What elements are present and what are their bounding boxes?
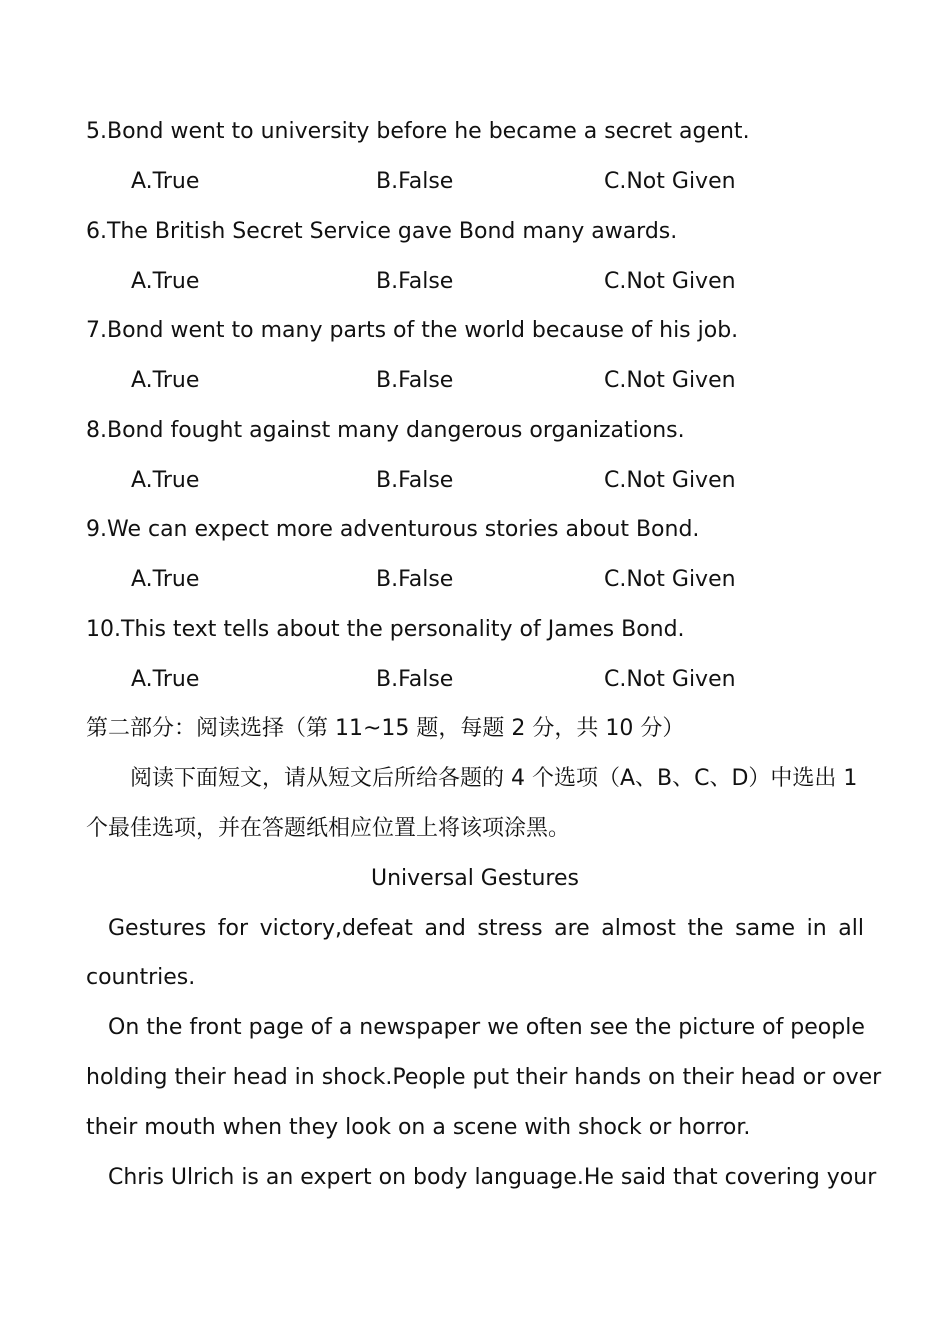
passage-paragraph-1-line-1: Gestures for victory,defeat and stress are almost the same in all [108,916,864,941]
passage-paragraph-2-line-1: On the front page of a newspaper we often see the picture of people [108,1015,865,1040]
option-c: C.Not Given [604,468,736,493]
question-7: 7.Bond went to many parts of the world because of his job. [86,318,739,343]
passage-paragraph-2-line-3: their mouth when they look on a scene with shock or horror. [86,1115,751,1140]
option-c: C.Not Given [604,567,736,592]
section-heading: 第二部分：阅读选择（第 11~15 题，每题 2 分，共 10 分） [86,716,685,741]
option-a: A.True [131,468,200,493]
question-5-options [86,157,864,207]
section-instruction-line-2: 个最佳选项，并在答题纸相应位置上将该项涂黑。 [86,816,571,841]
option-b: B.False [376,468,454,493]
question-9-options [86,555,864,605]
option-a: A.True [131,269,200,294]
passage-paragraph-3-line-1: Chris Ulrich is an expert on body language.He said that covering your [108,1165,877,1190]
question-9: 9.We can expect more adventurous stories about Bond. [86,517,700,542]
section-instruction-line-1: 阅读下面短文，请从短文后所给各题的 4 个选项（A、B、C、D）中选出 1 [130,766,858,791]
option-c: C.Not Given [604,269,736,294]
option-b: B.False [376,169,454,194]
question-7-options [86,356,864,406]
question-5: 5.Bond went to university before he became a secret agent. [86,119,750,144]
option-c: C.Not Given [604,368,736,393]
option-c: C.Not Given [604,169,736,194]
passage-paragraph-1-line-2: countries. [86,965,196,990]
option-a: A.True [131,667,200,692]
option-b: B.False [376,368,454,393]
question-10: 10.This text tells about the personality of James Bond. [86,617,685,642]
option-b: B.False [376,667,454,692]
option-a: A.True [131,368,200,393]
question-8: 8.Bond fought against many dangerous organizations. [86,418,685,443]
passage-title: Universal Gestures [371,866,579,891]
option-b: B.False [376,567,454,592]
question-10-options [86,655,864,705]
question-6: 6.The British Secret Service gave Bond many awards. [86,219,678,244]
passage-paragraph-2-line-2: holding their head in shock.People put their hands on their head or over [86,1065,882,1090]
option-c: C.Not Given [604,667,736,692]
option-b: B.False [376,269,454,294]
option-a: A.True [131,169,200,194]
question-8-options [86,456,864,506]
option-a: A.True [131,567,200,592]
question-6-options [86,257,864,307]
